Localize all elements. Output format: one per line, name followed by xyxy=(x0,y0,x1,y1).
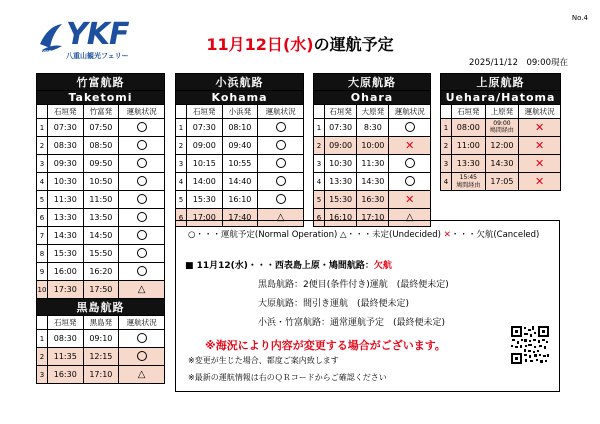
row-number: 6 xyxy=(176,209,187,227)
circle-icon xyxy=(276,176,286,186)
route-table-taketomi: 竹富航路 Taketomi 石垣発 竹富発 運航状況 1 07:30 07:50 2 08:30 08:50 3 09:30 09:50 4 10:30 10:50 5 11:30 11:50 6 13:30 13:50 7 14:30 14:50 8 15:30 15:50 9 16:00 16:20 10 17:30 17:50 △ xyxy=(36,73,165,299)
legend-x-icon: ✕ xyxy=(443,230,451,240)
route-name-en: Taketomi xyxy=(37,91,165,105)
time-cell: 10:50 xyxy=(83,173,119,191)
row-number: 3 xyxy=(176,155,187,173)
time-cell: 08:00 xyxy=(452,119,486,137)
row-number: 3 xyxy=(37,155,48,173)
time-cell: 10:30 xyxy=(325,155,357,173)
timestamp: 2025/11/12 09:00現在 xyxy=(469,58,568,68)
brand-logo: YKF xyxy=(66,17,129,52)
row-number: 4 xyxy=(314,173,325,191)
time-cell: 14:40 xyxy=(222,173,258,191)
circle-icon xyxy=(276,194,286,204)
status-cell xyxy=(258,155,304,173)
time-cell: 16:30 xyxy=(48,366,84,384)
legend-x: ・・・欠航(Canceled) xyxy=(450,230,540,240)
table-row xyxy=(37,155,165,173)
row-number: 4 xyxy=(37,173,48,191)
table-row xyxy=(37,227,165,245)
time-cell: 10:30 xyxy=(48,173,84,191)
table-row xyxy=(441,119,561,137)
table-row xyxy=(441,155,561,173)
route-name-ja: 小浜航路 xyxy=(176,74,304,91)
status-cell xyxy=(519,119,561,137)
table-row xyxy=(176,155,304,173)
time-cell: 14:50 xyxy=(83,227,119,245)
row-number: 4 xyxy=(176,173,187,191)
row-number: 7 xyxy=(37,227,48,245)
cross-icon: ✕ xyxy=(535,121,545,134)
route-table-kuroshima: 黒島航路 石垣発 黒島発 運航状況 1 08:30 09:10 2 11:35 12:15 3 16:30 17:10 △ xyxy=(36,298,165,384)
status-cell xyxy=(519,173,561,191)
time-cell: 17:30 xyxy=(48,281,84,299)
time-cell: 13:30 xyxy=(48,209,84,227)
time-cell: 15:30 xyxy=(48,245,84,263)
row-number: 2 xyxy=(176,137,187,155)
status-cell xyxy=(119,330,165,348)
status-cell xyxy=(389,191,431,209)
table-row xyxy=(441,137,561,155)
time-cell: 13:50 xyxy=(83,209,119,227)
circle-icon xyxy=(276,158,286,168)
table-row xyxy=(37,348,165,366)
time-cell: 14:30 xyxy=(485,155,519,173)
time-cell: 11:00 xyxy=(452,137,486,155)
title-suffix: の運航予定 xyxy=(313,35,394,54)
circle-icon xyxy=(137,122,147,132)
row-number: 2 xyxy=(37,137,48,155)
time-cell: 17:10 xyxy=(357,209,389,227)
row-number: 3 xyxy=(441,155,452,173)
time-cell: 17:00 xyxy=(187,209,223,227)
status-cell xyxy=(258,119,304,137)
status-cell xyxy=(389,155,431,173)
status-cell xyxy=(119,209,165,227)
circle-icon xyxy=(137,333,147,343)
title-date: 11月12日 xyxy=(206,35,283,54)
circle-icon xyxy=(276,140,286,150)
table-row xyxy=(37,281,165,299)
table-row xyxy=(37,119,165,137)
circle-icon xyxy=(405,176,415,186)
route-table-uehara: 上原航路 Uehara/Hatoma 石垣発 上原発 運航状況 1 08:00 09:00 鳩間経由 ✕ 2 11:00 12:00 ✕ 3 13:30 14:30 ✕ 4 15:45 鳩間経由 17:05 ✕ xyxy=(440,73,561,191)
row-number: 1 xyxy=(37,119,48,137)
circle-icon xyxy=(137,351,147,361)
time-cell: 09:40 xyxy=(222,137,258,155)
circle-icon xyxy=(137,176,147,186)
info-line-kuroshima: 黒島航路：2便目(条件付き)運航 (最終便未定) xyxy=(258,280,449,290)
time-cell: 09:30 xyxy=(48,155,84,173)
table-row xyxy=(176,137,304,155)
status-cell xyxy=(258,137,304,155)
table-row xyxy=(176,119,304,137)
time-cell: 17:50 xyxy=(83,281,119,299)
time-cell: 16:00 xyxy=(48,263,84,281)
note-change: ※変更が生じた場合、都度ご案内致します xyxy=(188,356,339,365)
circle-icon xyxy=(405,122,415,132)
time-cell: 07:30 xyxy=(187,119,223,137)
time-cell: 08:10 xyxy=(222,119,258,137)
status-cell xyxy=(119,366,165,384)
time-cell: 17:10 xyxy=(83,366,119,384)
triangle-icon: △ xyxy=(137,284,146,295)
legend-circle: ○・・・運航予定(Normal Operation) xyxy=(188,230,338,240)
table-row xyxy=(314,173,431,191)
circle-icon xyxy=(137,140,147,150)
row-number: 5 xyxy=(37,191,48,209)
circle-icon xyxy=(137,266,147,276)
info-header-canceled: 欠航 xyxy=(373,261,392,271)
circle-icon xyxy=(405,158,415,168)
row-number: 9 xyxy=(37,263,48,281)
time-cell: 16:20 xyxy=(83,263,119,281)
cross-icon: ✕ xyxy=(535,139,545,152)
status-cell xyxy=(119,245,165,263)
time-cell: 17:05 xyxy=(485,173,519,191)
time-cell: 15:30 xyxy=(187,191,223,209)
row-number: 4 xyxy=(441,173,452,191)
row-number: 8 xyxy=(37,245,48,263)
time-cell: 10:55 xyxy=(222,155,258,173)
circle-icon xyxy=(137,248,147,258)
row-number: 2 xyxy=(314,137,325,155)
qr-code[interactable] xyxy=(510,325,550,365)
row-number: 1 xyxy=(441,119,452,137)
table-row xyxy=(176,173,304,191)
status-cell xyxy=(258,191,304,209)
status-cell xyxy=(389,137,431,155)
time-cell: 13:30 xyxy=(452,155,486,173)
time-cell: 15:30 xyxy=(325,191,357,209)
time-cell: 17:40 xyxy=(222,209,258,227)
time-cell: 08:50 xyxy=(83,137,119,155)
table-row xyxy=(441,173,561,191)
time-cell: 14:30 xyxy=(48,227,84,245)
status-cell xyxy=(119,137,165,155)
status-cell xyxy=(119,173,165,191)
table-row xyxy=(314,137,431,155)
circle-icon xyxy=(137,194,147,204)
route-name-ja: 上原航路 xyxy=(441,74,561,91)
info-line-ohara: 大原航路：間引き運航 (最終便未定) xyxy=(258,299,410,309)
table-row xyxy=(314,119,431,137)
time-cell: 15:45 鳩間経由 xyxy=(452,173,486,191)
table-row xyxy=(37,137,165,155)
time-cell: 11:30 xyxy=(48,191,84,209)
triangle-icon: △ xyxy=(276,212,285,223)
status-cell xyxy=(119,119,165,137)
time-cell: 11:35 xyxy=(48,348,84,366)
row-number: 3 xyxy=(314,155,325,173)
table-row xyxy=(37,330,165,348)
time-cell: 07:30 xyxy=(325,119,357,137)
cross-icon: ✕ xyxy=(535,175,545,188)
title-weekday: (水) xyxy=(282,35,314,54)
time-cell: 09:00 xyxy=(325,137,357,155)
status-cell xyxy=(389,119,431,137)
table-row xyxy=(37,173,165,191)
row-number: 5 xyxy=(314,191,325,209)
time-cell: 12:15 xyxy=(83,348,119,366)
circle-icon xyxy=(276,122,286,132)
table-row xyxy=(37,366,165,384)
status-cell xyxy=(258,173,304,191)
time-cell: 10:15 xyxy=(187,155,223,173)
time-cell: 08:30 xyxy=(48,330,84,348)
time-cell: 07:30 xyxy=(48,119,84,137)
time-cell: 14:30 xyxy=(357,173,389,191)
table-row xyxy=(37,191,165,209)
status-cell xyxy=(119,348,165,366)
time-cell: 09:10 xyxy=(83,330,119,348)
time-cell: 13:30 xyxy=(325,173,357,191)
time-cell: 09:00 xyxy=(187,137,223,155)
cross-icon: ✕ xyxy=(405,193,415,206)
page-number: No.4 xyxy=(571,14,588,22)
row-number: 3 xyxy=(37,366,48,384)
status-cell xyxy=(119,281,165,299)
status-cell xyxy=(519,137,561,155)
table-row xyxy=(176,191,304,209)
info-line-kohama-taketomi: 小浜・竹富航路：通常運航予定 (最終便未定) xyxy=(258,318,446,328)
cross-icon: ✕ xyxy=(535,157,545,170)
time-cell: 12:00 xyxy=(485,137,519,155)
route-name-en: Uehara/Hatoma xyxy=(441,91,561,105)
status-cell xyxy=(119,155,165,173)
svg-text:YKF: YKF xyxy=(42,50,52,56)
legend-tri: △・・・未定(Undecided) xyxy=(340,230,441,240)
status-cell xyxy=(119,191,165,209)
route-table-kohama: 小浜航路 Kohama 石垣発 小浜発 運航状況 1 07:30 08:10 2 09:00 09:40 3 10:15 10:55 4 14:00 14:40 5 15:30 16:10 6 17:00 17:40 △ xyxy=(175,73,304,227)
route-table-ohara: 大原航路 Ohara 石垣発 大原発 運航状況 1 07:30 8:30 2 09:00 10:00 ✕ 3 10:30 11:30 4 13:30 14:30 5 15:30 16:30 ✕ 6 16:10 17:10 △ xyxy=(313,73,431,227)
circle-icon xyxy=(137,158,147,168)
time-cell: 14:00 xyxy=(187,173,223,191)
triangle-icon: △ xyxy=(137,369,146,380)
circle-icon xyxy=(137,212,147,222)
time-cell: 16:30 xyxy=(357,191,389,209)
row-number: 2 xyxy=(37,348,48,366)
row-number: 1 xyxy=(37,330,48,348)
time-cell: 09:00 鳩間経由 xyxy=(485,119,519,137)
route-name-ja: 大原航路 xyxy=(314,74,431,91)
status-cell xyxy=(119,263,165,281)
row-number: 6 xyxy=(314,209,325,227)
note-qr: ※最新の運航情報は右のＱＲコードからご確認ください xyxy=(188,373,387,382)
time-cell: 07:50 xyxy=(83,119,119,137)
route-name-ja: 竹富航路 xyxy=(37,74,165,91)
status-cell xyxy=(119,227,165,245)
cross-icon: ✕ xyxy=(405,139,415,152)
page-title xyxy=(0,32,600,55)
time-cell: 09:50 xyxy=(83,155,119,173)
row-number: 6 xyxy=(37,209,48,227)
row-number: 1 xyxy=(176,119,187,137)
warning-text: ※海況により内容が変更する場合がございます。 xyxy=(205,339,446,352)
time-cell: 16:10 xyxy=(222,191,258,209)
time-cell: 10:00 xyxy=(357,137,389,155)
time-cell: 08:30 xyxy=(48,137,84,155)
status-cell xyxy=(519,155,561,173)
time-cell: 16:10 xyxy=(325,209,357,227)
time-cell: 8:30 xyxy=(357,119,389,137)
route-name-ja: 黒島航路 xyxy=(37,299,165,316)
row-number: 5 xyxy=(176,191,187,209)
route-name-en: Kohama xyxy=(176,91,304,105)
row-number: 10 xyxy=(37,281,48,299)
table-row xyxy=(37,209,165,227)
time-cell: 15:50 xyxy=(83,245,119,263)
triangle-icon: △ xyxy=(405,212,414,223)
status-cell xyxy=(389,173,431,191)
circle-icon xyxy=(137,230,147,240)
info-header: ■ 11月12(水)・・・西表島上原・鳩間航路：欠航 xyxy=(185,261,392,271)
table-row xyxy=(314,155,431,173)
route-name-en: Ohara xyxy=(314,91,431,105)
company-name: 八重山観光フェリー xyxy=(66,52,129,60)
time-cell: 11:50 xyxy=(83,191,119,209)
table-row xyxy=(314,191,431,209)
row-number: 1 xyxy=(314,119,325,137)
table-row xyxy=(37,263,165,281)
legend xyxy=(188,228,539,240)
table-row xyxy=(37,245,165,263)
time-cell: 11:30 xyxy=(357,155,389,173)
row-number: 2 xyxy=(441,137,452,155)
